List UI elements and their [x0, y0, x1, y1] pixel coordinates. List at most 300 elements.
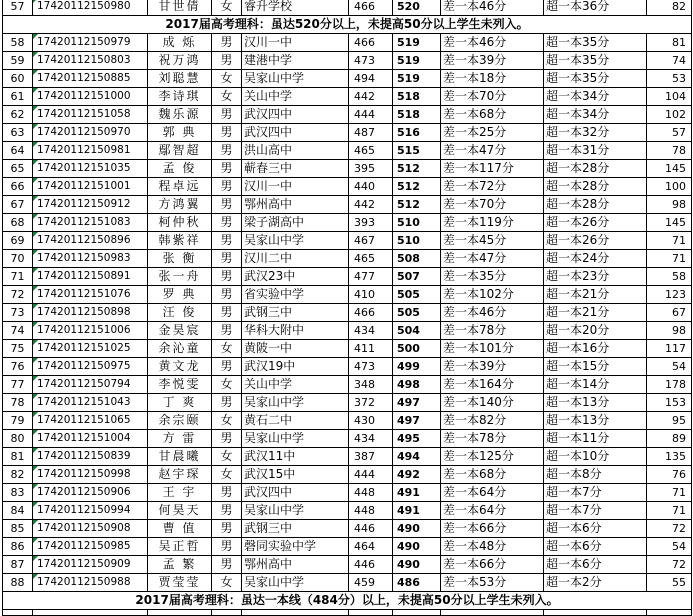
row-number: 86	[3, 538, 33, 556]
school: 武汉19中	[242, 358, 349, 376]
empty-cell	[393, 610, 441, 616]
row-number: 69	[3, 232, 33, 250]
exam-id: 17420112151035	[33, 160, 148, 178]
row-number: 74	[3, 322, 33, 340]
entrance-score: 448	[349, 484, 393, 502]
exam-id: 17420112150994	[33, 502, 148, 520]
exam-id: 17420112150975	[33, 358, 148, 376]
table-row	[3, 88, 692, 106]
empty-cell	[349, 610, 393, 616]
exam-score: 512	[393, 160, 441, 178]
entrance-score: 442	[349, 88, 393, 106]
student-name: 罗 典	[148, 286, 212, 304]
gender: 男	[212, 196, 242, 214]
below-tier1: 差一本119分	[441, 214, 544, 232]
below-tier1: 差一本46分	[441, 0, 544, 16]
improvement: 71	[647, 250, 692, 268]
entrance-score: 464	[349, 538, 393, 556]
school: 汉川一中	[242, 34, 349, 52]
improvement: 54	[647, 538, 692, 556]
below-tier1: 差一本47分	[441, 250, 544, 268]
school: 建港中学	[242, 52, 349, 70]
table-row	[3, 466, 692, 484]
row-number: 66	[3, 178, 33, 196]
below-tier1: 差一本39分	[441, 358, 544, 376]
entrance-score: 446	[349, 520, 393, 538]
exam-id: 17420112151006	[33, 322, 148, 340]
below-tier1: 差一本70分	[441, 88, 544, 106]
exam-score: 507	[393, 268, 441, 286]
row-number: 61	[3, 88, 33, 106]
student-name: 吴正哲	[148, 538, 212, 556]
improvement: 67	[647, 304, 692, 322]
gender: 男	[212, 52, 242, 70]
improvement: 98	[647, 322, 692, 340]
gender: 女	[212, 466, 242, 484]
exam-id: 17420112150898	[33, 304, 148, 322]
below-tier1: 差一本64分	[441, 484, 544, 502]
below-tier1: 差一本68分	[441, 466, 544, 484]
row-number: 57	[3, 0, 33, 16]
exam-id: 17420112151000	[33, 88, 148, 106]
improvement: 82	[647, 0, 692, 16]
student-name: 程卓远	[148, 178, 212, 196]
improvement: 145	[647, 160, 692, 178]
below-tier1: 差一本46分	[441, 34, 544, 52]
above-tier1: 超一本15分	[544, 358, 647, 376]
table-row	[3, 0, 692, 16]
above-tier1: 超一本13分	[544, 394, 647, 412]
gender: 男	[212, 142, 242, 160]
table-row	[3, 394, 692, 412]
note-top: 2017届高考理科：虽达520分以上，未提高50分以上学生未列入。	[3, 16, 692, 34]
table-row-partial	[3, 610, 692, 616]
row-number: 65	[3, 160, 33, 178]
gender: 男	[212, 304, 242, 322]
exam-score: 490	[393, 520, 441, 538]
table-row	[3, 556, 692, 574]
gender: 男	[212, 214, 242, 232]
improvement: 74	[647, 52, 692, 70]
table-row	[3, 106, 692, 124]
above-tier1: 超一本21分	[544, 286, 647, 304]
below-tier1: 差一本64分	[441, 502, 544, 520]
exam-id: 17420112150998	[33, 466, 148, 484]
improvement: 89	[647, 430, 692, 448]
gender: 男	[212, 178, 242, 196]
row-number: 58	[3, 34, 33, 52]
exam-id: 17420112150970	[33, 124, 148, 142]
above-tier1: 超一本6分	[544, 556, 647, 574]
above-tier1: 超一本34分	[544, 106, 647, 124]
empty-cell	[647, 610, 692, 616]
below-tier1: 差一本78分	[441, 430, 544, 448]
student-name: 甘晨曦	[148, 448, 212, 466]
above-tier1: 超一本7分	[544, 502, 647, 520]
below-tier1: 差一本164分	[441, 376, 544, 394]
below-tier1: 差一本45分	[441, 232, 544, 250]
below-tier1: 差一本47分	[441, 142, 544, 160]
exam-id: 17420112150980	[33, 0, 148, 16]
school: 武汉四中	[242, 124, 349, 142]
below-tier1: 差一本102分	[441, 286, 544, 304]
student-name: 方 雷	[148, 430, 212, 448]
below-tier1: 差一本72分	[441, 178, 544, 196]
row-number: 64	[3, 142, 33, 160]
table-row	[3, 142, 692, 160]
student-name: 曹 值	[148, 520, 212, 538]
below-tier1: 差一本78分	[441, 322, 544, 340]
gender: 男	[212, 286, 242, 304]
above-tier1: 超一本14分	[544, 376, 647, 394]
gender: 男	[212, 502, 242, 520]
entrance-score: 387	[349, 448, 393, 466]
improvement: 71	[647, 232, 692, 250]
exam-score: 515	[393, 142, 441, 160]
school: 梁子湖高中	[242, 214, 349, 232]
exam-score: 495	[393, 430, 441, 448]
entrance-score: 348	[349, 376, 393, 394]
entrance-score: 473	[349, 52, 393, 70]
gender: 男	[212, 358, 242, 376]
student-name: 祝万鸿	[148, 52, 212, 70]
table-row	[3, 412, 692, 430]
student-name: 余宗颐	[148, 412, 212, 430]
gender: 男	[212, 520, 242, 538]
entrance-score: 434	[349, 322, 393, 340]
improvement: 123	[647, 286, 692, 304]
school: 武钢三中	[242, 520, 349, 538]
table-row	[3, 70, 692, 88]
table-row	[3, 286, 692, 304]
school: 洪山高中	[242, 142, 349, 160]
below-tier1: 差一本66分	[441, 520, 544, 538]
gender: 女	[212, 376, 242, 394]
entrance-score: 430	[349, 412, 393, 430]
row-number: 70	[3, 250, 33, 268]
school: 吴家山中学	[242, 394, 349, 412]
empty-cell	[242, 610, 349, 616]
exam-score: 500	[393, 340, 441, 358]
table-row	[3, 34, 692, 52]
student-name: 甘世倩	[148, 0, 212, 16]
exam-id: 17420112151025	[33, 340, 148, 358]
exam-id: 17420112150909	[33, 556, 148, 574]
school: 汉川一中	[242, 178, 349, 196]
exam-id: 17420112150885	[33, 70, 148, 88]
gender: 男	[212, 160, 242, 178]
entrance-score: 494	[349, 70, 393, 88]
table-row	[3, 178, 692, 196]
exam-id: 17420112150908	[33, 520, 148, 538]
student-name: 方鸿翼	[148, 196, 212, 214]
exam-score: 494	[393, 448, 441, 466]
exam-id: 17420112150891	[33, 268, 148, 286]
exam-score: 505	[393, 304, 441, 322]
student-name: 张一舟	[148, 268, 212, 286]
exam-id: 17420112151001	[33, 178, 148, 196]
school: 吴家山中学	[242, 574, 349, 592]
exam-score: 518	[393, 88, 441, 106]
table-row	[3, 124, 692, 142]
gender: 男	[212, 538, 242, 556]
student-name: 赵宇琛	[148, 466, 212, 484]
gender: 男	[212, 430, 242, 448]
table-row	[3, 232, 692, 250]
gender: 男	[212, 106, 242, 124]
below-tier1: 差一本140分	[441, 394, 544, 412]
improvement: 153	[647, 394, 692, 412]
below-tier1: 差一本117分	[441, 160, 544, 178]
above-tier1: 超一本28分	[544, 160, 647, 178]
school: 吴家山中学	[242, 430, 349, 448]
student-name: 柯仲秋	[148, 214, 212, 232]
improvement: 53	[647, 70, 692, 88]
empty-cell	[33, 610, 148, 616]
below-tier1: 差一本101分	[441, 340, 544, 358]
row-number: 67	[3, 196, 33, 214]
exam-score: 505	[393, 286, 441, 304]
exam-id: 17420112150912	[33, 196, 148, 214]
row-number: 85	[3, 520, 33, 538]
school: 汉川二中	[242, 250, 349, 268]
table-row	[3, 376, 692, 394]
entrance-score: 465	[349, 250, 393, 268]
exam-score: 508	[393, 250, 441, 268]
entrance-score: 477	[349, 268, 393, 286]
school: 省实验中学	[242, 286, 349, 304]
entrance-score: 446	[349, 556, 393, 574]
above-tier1: 超一本23分	[544, 268, 647, 286]
below-tier1: 差一本18分	[441, 70, 544, 88]
above-tier1: 超一本34分	[544, 88, 647, 106]
below-tier1: 差一本68分	[441, 106, 544, 124]
school: 鄂州高中	[242, 556, 349, 574]
above-tier1: 超一本6分	[544, 538, 647, 556]
improvement: 78	[647, 142, 692, 160]
gender: 女	[212, 0, 242, 16]
table-row	[3, 340, 692, 358]
improvement: 55	[647, 574, 692, 592]
school: 华科大附中	[242, 322, 349, 340]
row-number: 81	[3, 448, 33, 466]
exam-score: 519	[393, 52, 441, 70]
table-row	[3, 322, 692, 340]
note-row	[3, 16, 692, 34]
row-number: 83	[3, 484, 33, 502]
table-row	[3, 574, 692, 592]
improvement: 95	[647, 412, 692, 430]
table-row	[3, 484, 692, 502]
above-tier1: 超一本35分	[544, 34, 647, 52]
student-name: 孟 俊	[148, 160, 212, 178]
below-tier1: 差一本46分	[441, 304, 544, 322]
school: 睿升学校	[242, 0, 349, 16]
improvement: 102	[647, 106, 692, 124]
row-number: 60	[3, 70, 33, 88]
student-name: 余沁童	[148, 340, 212, 358]
above-tier1: 超一本8分	[544, 466, 647, 484]
exam-id: 17420112151058	[33, 106, 148, 124]
entrance-score: 411	[349, 340, 393, 358]
exam-id: 17420112151004	[33, 430, 148, 448]
row-number: 82	[3, 466, 33, 484]
row-number: 63	[3, 124, 33, 142]
empty-cell	[212, 610, 242, 616]
school: 武汉11中	[242, 448, 349, 466]
entrance-score: 444	[349, 106, 393, 124]
table-row	[3, 196, 692, 214]
above-tier1: 超一本35分	[544, 70, 647, 88]
row-number: 79	[3, 412, 33, 430]
student-name: 郭 典	[148, 124, 212, 142]
exam-score: 512	[393, 178, 441, 196]
student-name: 贾莹莹	[148, 574, 212, 592]
student-name: 黄文龙	[148, 358, 212, 376]
exam-score: 490	[393, 538, 441, 556]
results-table	[2, 0, 692, 616]
student-name: 金昊宸	[148, 322, 212, 340]
gender: 男	[212, 232, 242, 250]
exam-id: 17420112150981	[33, 142, 148, 160]
exam-score: 516	[393, 124, 441, 142]
student-name: 何昊天	[148, 502, 212, 520]
above-tier1: 超一本7分	[544, 484, 647, 502]
row-number: 88	[3, 574, 33, 592]
above-tier1: 超一本13分	[544, 412, 647, 430]
row-number: 87	[3, 556, 33, 574]
below-tier1: 差一本35分	[441, 268, 544, 286]
improvement: 135	[647, 448, 692, 466]
above-tier1: 超一本11分	[544, 430, 647, 448]
row-number: 84	[3, 502, 33, 520]
exam-score: 491	[393, 484, 441, 502]
improvement: 57	[647, 124, 692, 142]
entrance-score: 372	[349, 394, 393, 412]
table-row	[3, 448, 692, 466]
exam-score: 512	[393, 196, 441, 214]
above-tier1: 超一本16分	[544, 340, 647, 358]
table-row	[3, 538, 692, 556]
row-number: 62	[3, 106, 33, 124]
above-tier1: 超一本21分	[544, 304, 647, 322]
exam-score: 497	[393, 412, 441, 430]
entrance-score: 487	[349, 124, 393, 142]
table-row	[3, 502, 692, 520]
exam-id: 17420112150985	[33, 538, 148, 556]
gender: 男	[212, 322, 242, 340]
entrance-score: 466	[349, 34, 393, 52]
below-tier1: 差一本25分	[441, 124, 544, 142]
row-number: 68	[3, 214, 33, 232]
entrance-score: 467	[349, 232, 393, 250]
school: 武汉四中	[242, 106, 349, 124]
empty-cell	[441, 610, 544, 616]
gender: 男	[212, 556, 242, 574]
above-tier1: 超一本20分	[544, 322, 647, 340]
table-row	[3, 250, 692, 268]
student-name: 丁 爽	[148, 394, 212, 412]
student-name: 李悦雯	[148, 376, 212, 394]
exam-score: 520	[393, 0, 441, 16]
table-row	[3, 304, 692, 322]
school: 武汉四中	[242, 484, 349, 502]
empty-cell	[3, 610, 33, 616]
table-row	[3, 160, 692, 178]
above-tier1: 超一本26分	[544, 232, 647, 250]
row-number: 76	[3, 358, 33, 376]
empty-cell	[148, 610, 212, 616]
entrance-score: 459	[349, 574, 393, 592]
below-tier1: 差一本82分	[441, 412, 544, 430]
gender: 女	[212, 448, 242, 466]
exam-id: 17420112150983	[33, 250, 148, 268]
improvement: 178	[647, 376, 692, 394]
exam-id: 17420112150803	[33, 52, 148, 70]
exam-score: 504	[393, 322, 441, 340]
entrance-score: 466	[349, 304, 393, 322]
table-body	[3, 0, 692, 616]
row-number: 72	[3, 286, 33, 304]
student-name: 成 烁	[148, 34, 212, 52]
student-name: 刘聪慧	[148, 70, 212, 88]
exam-score: 518	[393, 106, 441, 124]
table-row	[3, 520, 692, 538]
exam-id: 17420112151043	[33, 394, 148, 412]
entrance-score: 466	[349, 0, 393, 16]
improvement: 71	[647, 502, 692, 520]
row-number: 80	[3, 430, 33, 448]
improvement: 71	[647, 484, 692, 502]
gender: 女	[212, 412, 242, 430]
student-name: 张 衡	[148, 250, 212, 268]
gender: 男	[212, 484, 242, 502]
school: 武汉23中	[242, 268, 349, 286]
improvement: 72	[647, 520, 692, 538]
student-name: 汪 俊	[148, 304, 212, 322]
row-number: 77	[3, 376, 33, 394]
improvement: 117	[647, 340, 692, 358]
above-tier1: 超一本6分	[544, 520, 647, 538]
school: 磬同实验中学	[242, 538, 349, 556]
improvement: 58	[647, 268, 692, 286]
gender: 女	[212, 70, 242, 88]
improvement: 54	[647, 358, 692, 376]
entrance-score: 395	[349, 160, 393, 178]
above-tier1: 超一本35分	[544, 52, 647, 70]
improvement: 72	[647, 556, 692, 574]
entrance-score: 444	[349, 466, 393, 484]
gender: 女	[212, 88, 242, 106]
row-number: 59	[3, 52, 33, 70]
school: 关山中学	[242, 88, 349, 106]
exam-score: 510	[393, 232, 441, 250]
exam-id: 17420112150979	[33, 34, 148, 52]
exam-id: 17420112150988	[33, 574, 148, 592]
row-number: 73	[3, 304, 33, 322]
row-number: 75	[3, 340, 33, 358]
row-number: 71	[3, 268, 33, 286]
exam-score: 491	[393, 502, 441, 520]
table-row	[3, 430, 692, 448]
gender: 男	[212, 394, 242, 412]
gender: 男	[212, 124, 242, 142]
gender: 男	[212, 34, 242, 52]
entrance-score: 442	[349, 196, 393, 214]
exam-score: 490	[393, 556, 441, 574]
student-name: 孟 繁	[148, 556, 212, 574]
school: 关山中学	[242, 376, 349, 394]
